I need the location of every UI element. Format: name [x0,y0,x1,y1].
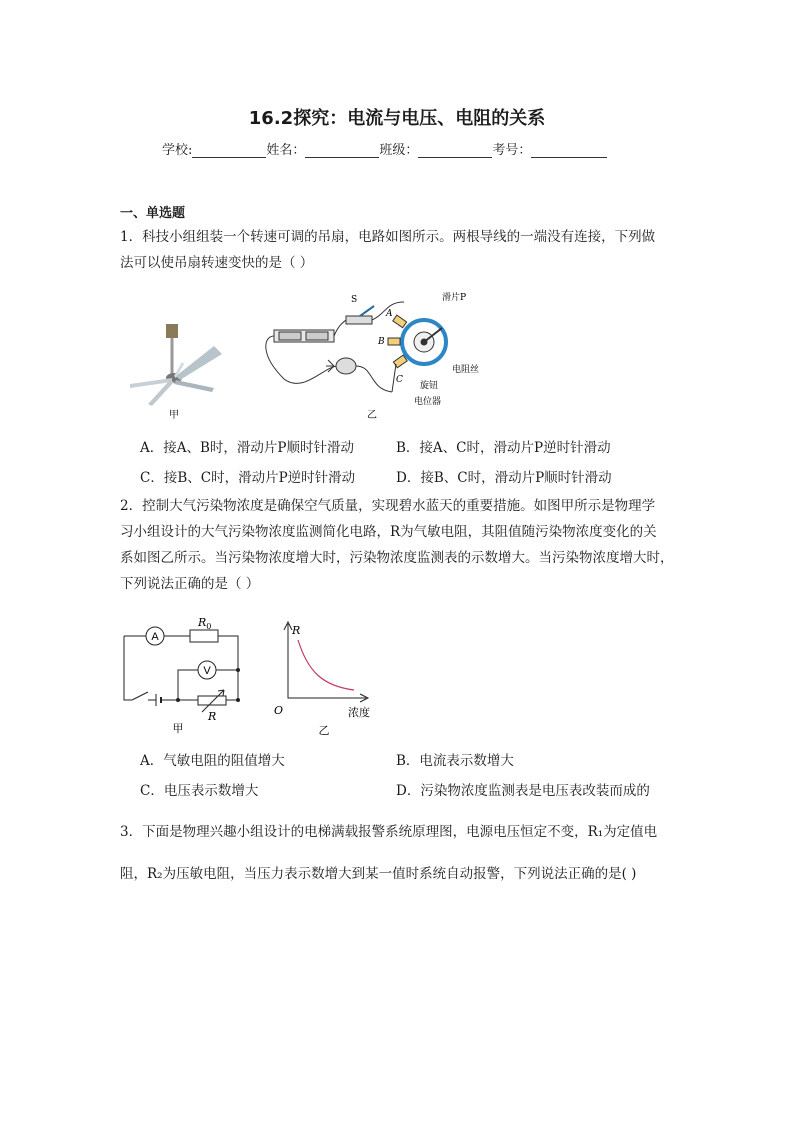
class-blank[interactable] [418,143,492,158]
name-blank[interactable] [305,143,379,158]
q3-stem [120,811,680,895]
voltmeter-label: V [203,665,211,677]
q2-line-4: 下列说法正确的是（ ） [120,576,260,592]
q2-line-1: 2．控制大气污染物浓度是确保空气质量，实现碧水蓝天的重要措施。如图甲所示是物理学 [120,498,656,514]
q3-line-2: 阻，R₂为压敏电阻，当压力表示数增大到某一值时系统自动报警，下列说法正确的是( ) [120,866,637,882]
monitor-circuit-diagram [124,627,240,712]
number-blank[interactable] [531,143,607,158]
ceiling-fan-image [130,324,222,406]
q3-line-1: 3．下面是物理兴趣小组设计的电梯满载报警系统原理图，电源电压恒定不变，R₁为定值电 [120,824,658,840]
page-title: 16.2探究：电流与电压、电阻的关系 [248,108,546,129]
q2-option-a[interactable]: A．气敏电阻的阻值增大 [140,753,285,769]
q1-fig-yi-label: 乙 [367,410,377,421]
q1-line-1: 1．科技小组组装一个转速可调的吊扇，电路如图所示。两根导线的一端没有连接，下列做 [120,229,656,245]
q2-fig-jia-label: 甲 [172,722,184,735]
ammeter-label: A [151,631,159,643]
q1-fig-b-label: B [378,337,385,347]
q2-stem [120,493,680,597]
q1-fig-s-label: S [351,295,358,305]
q1-fig-a-label: A [386,309,393,319]
q2-figure [118,612,388,742]
q1-line-2: 法可以使吊扇转速变快的是（ ） [120,255,314,271]
q2-option-d[interactable]: D．污染物浓度监测表是电压表改装而成的 [396,783,650,799]
q1-fig-c-label: C [396,375,403,385]
q1-stem [120,224,680,276]
q2-line-2: 习小组设计的大气污染物浓度监测简化电路，R为气敏电阻，其阻值随污染物浓度变化的关 [120,524,657,540]
q1-fig-wire-label: 电阻丝 [452,365,480,375]
class-label: 班级： [379,143,419,158]
q2-option-c[interactable]: C．电压表示数增大 [140,783,259,799]
q1-figure [124,284,504,424]
number-label: 考号： [492,143,532,158]
q1-fig-pot-label: 电位器 [414,397,442,407]
r-label: R [208,710,217,723]
student-info-line [162,139,607,158]
q2-option-b[interactable]: B．电流表示数增大 [396,753,514,769]
q2-fig-yi-label: 乙 [318,724,330,737]
r0-label: $R_0$ [198,616,212,631]
q1-option-c[interactable]: C．接B、C时，滑动片P逆时针滑动 [140,470,356,486]
q1-option-b[interactable]: B．接A、C时，滑动片P逆时针滑动 [396,440,611,456]
graph-y-axis-label: R [292,624,301,637]
q1-fig-jia-label: 甲 [169,410,179,421]
school-blank[interactable] [192,143,266,158]
fan-circuit-diagram [266,302,446,392]
q1-option-a[interactable]: A．接A、B时，滑动片P顺时针滑动 [140,440,355,456]
graph-x-axis-label: 浓度 [348,706,370,719]
q2-line-3: 系如图乙所示。当污染物浓度增大时，污染物浓度监测表的示数增大。当污染物浓度增大时， [120,550,674,566]
q1-option-d[interactable]: D．接B、C时，滑动片P顺时针滑动 [396,470,612,486]
graph-origin-label: O [274,704,284,717]
school-label: 学校: [162,143,193,158]
q1-fig-slider-label: 滑片P [442,293,467,303]
name-label: 姓名： [266,143,306,158]
q1-fig-knob-label: 旋钮 [420,381,439,391]
section-heading: 一、单选题 [120,206,186,221]
